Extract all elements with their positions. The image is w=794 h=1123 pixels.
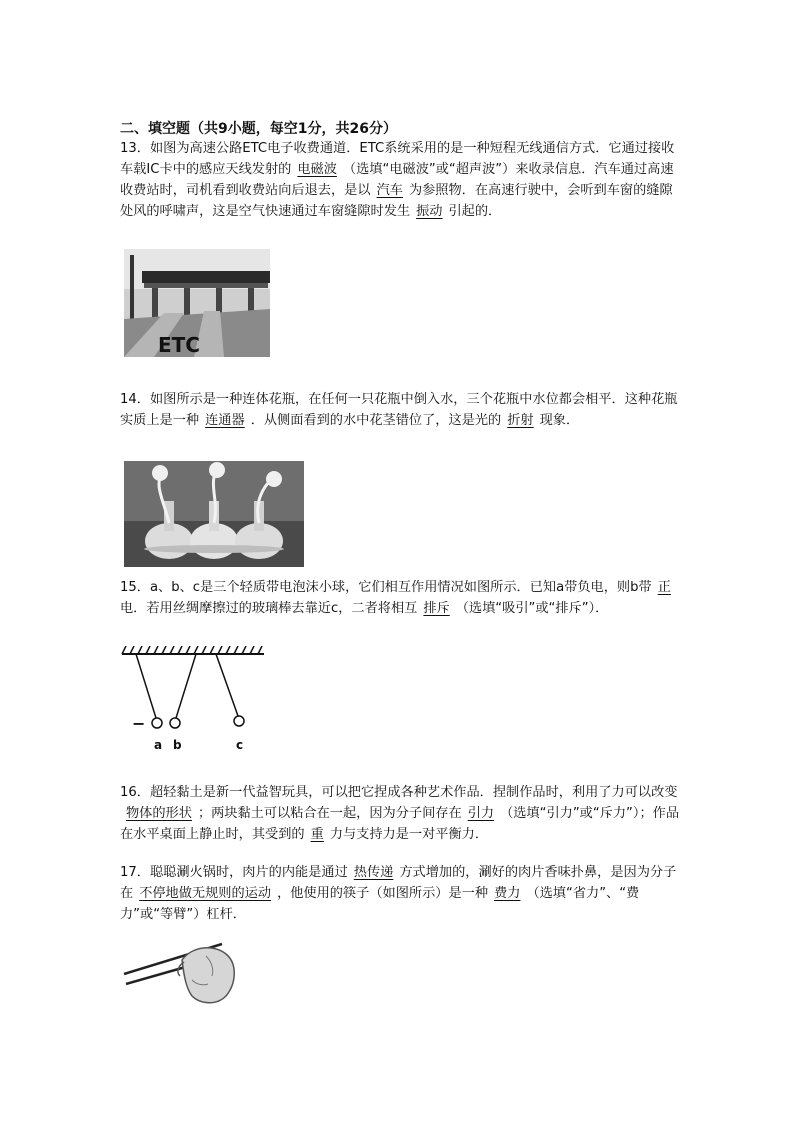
q16-answer-2: 引力 (467, 806, 495, 821)
q16-text-3: （选填“引力”或“斥力”）；作品在水平桌面上静止时，其受到的 (120, 806, 680, 842)
q17-answer-3: 费力 (494, 886, 521, 901)
q13-answer-1: 电磁波 (297, 162, 337, 177)
q15-answer-2: 排斥 (423, 601, 450, 616)
q17-text-4: （选填“省力”、“费力”或“等臂”）杠杆． (120, 886, 640, 922)
q15-text-1: 15．a、b、c是三个轻质带电泡沫小球，它们相互作用情况如图所示．已知a带负电，则b带 (120, 580, 652, 595)
section-title: 二、填空题（共9小题，每空1分，共26分） (120, 121, 397, 137)
question-13-text (120, 138, 680, 222)
chopsticks-image (122, 936, 240, 1008)
question-17-text (120, 862, 680, 925)
q14-text-1: 14．如图所示是一种连体花瓶，在任何一只花瓶中倒入水，三个花瓶中水位都会相平．这种花瓶实质上是一种 (120, 392, 678, 428)
q13-text-3: 为参照物．在高速行驶中，会听到车窗的缝隙处风的呼啸声，这是空气快速通过车窗缝隙时发生 (120, 183, 673, 219)
q14-text-3: 现象． (539, 413, 580, 428)
question-17 (120, 862, 680, 925)
q17-text-1: 17．聪聪涮火锅时，肉片的内能是通过 (120, 865, 348, 880)
q16-text-4: 力与支持力是一对平衡力． (329, 827, 489, 842)
vase-image (124, 461, 304, 567)
question-15-text (120, 577, 680, 619)
q15-text-3: （选填“吸引”或“排斥”）． (455, 601, 609, 616)
q13-text-4: 引起的． (448, 204, 502, 219)
q17-text-3: ，他使用的筷子（如图所示）是一种 (277, 886, 489, 901)
label-c: c (236, 738, 244, 752)
q16-answer-1: 物体的形状 (126, 806, 192, 821)
etc-road-text: ETC (158, 333, 200, 357)
q13-answer-2: 汽车 (376, 183, 403, 198)
label-a: a (154, 738, 163, 752)
q13-answer-3: 振动 (416, 204, 443, 219)
q17-answer-2: 不停地做无规则的运动 (139, 886, 272, 901)
label-b: b (173, 738, 182, 752)
q13-text-2: （选填“电磁波”或“超声波”）来收录信息．汽车通过高速收费站时，司机看到收费站向后退去，是以 (120, 162, 674, 198)
q14-answer-2: 折射 (507, 413, 534, 428)
question-13 (120, 138, 680, 222)
q14-text-2: ．从侧面看到的水中花茎错位了，这是光的 (250, 413, 502, 428)
question-16-text (120, 782, 680, 845)
q13-text-1: 13．如图为高速公路ETC电子收费通道．ETC系统采用的是一种短程无线通信方式．它通过接收车载IC卡中的感应天线发射的 (120, 141, 675, 177)
q17-text-2: 方式增加的，涮好的肉片香味扑鼻，是因为分子在 (120, 865, 677, 901)
question-14 (120, 389, 680, 431)
q15-answer-1: 正 (657, 580, 671, 595)
q16-answer-3: 重 (310, 827, 324, 842)
q15-text-2: 电．若用丝绸摩擦过的玻璃棒去靠近c，二者将相互 (120, 601, 418, 616)
q16-text-2: ；两块黏土可以粘合在一起，因为分子间存在 (197, 806, 462, 821)
q14-answer-1: 连通器 (205, 413, 245, 428)
etc-toll-image (124, 249, 270, 357)
q17-answer-1: 热传递 (353, 865, 394, 880)
charged-balls-diagram (118, 646, 268, 754)
question-16 (120, 782, 680, 845)
question-15 (120, 577, 680, 619)
minus-sign: − (132, 714, 146, 733)
q16-text-1: 16．超轻黏土是新一代益智玩具，可以把它捏成各种艺术作品．捏制作品时，利用了力可以改变 (120, 785, 678, 800)
question-14-text (120, 389, 680, 431)
